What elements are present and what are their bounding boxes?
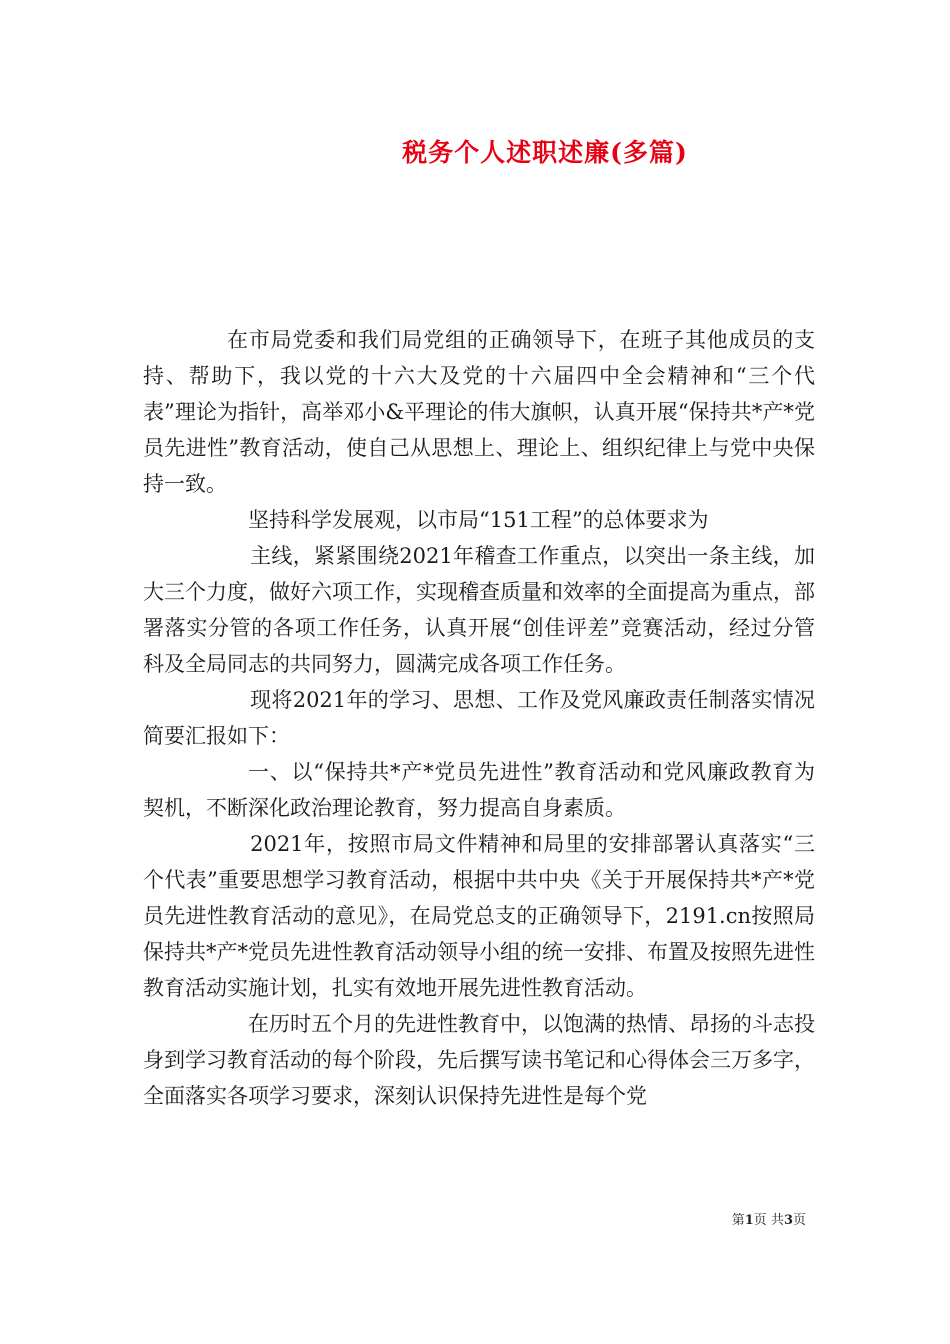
footer-prefix: 第	[731, 1213, 745, 1228]
paragraph: 主线，紧紧围绕2021年稽查工作重点，以突出一条主线，加大三个力度，做好六项工作，实现稽查质量和效率的全面提高为重点，部署落实分管的各项工作任务，认真开展“创佳评差”竞赛活动，经过分管科及全局同志的共同努力，圆满完成各项工作任务。	[143, 544, 815, 676]
page-number-footer	[732, 1209, 806, 1228]
paragraph: 现将2021年的学习、思想、工作及党风廉政责任制落实情况简要汇报如下：	[143, 688, 815, 748]
footer-middle: 页 共	[753, 1213, 784, 1228]
paragraph: 坚持科学发展观，以市局“151工程”的总体要求为	[248, 508, 709, 532]
current-page-number: 1	[744, 1213, 754, 1228]
paragraph: 在市局党委和我们局党组的正确领导下，在班子其他成员的支持、帮助下，我以党的十六大及党的十六届四中全会精神和“三个代表”理论为指针，高举邓小&平理论的伟大旗帜，认真开展“保持共*产*党员先进性”教育活动，使自己从思想上、理论上、组织纪律上与党中央保持一致。	[143, 328, 815, 496]
paragraph: 一、以“保持共*产*党员先进性”教育活动和党风廉政教育为契机，不断深化政治理论教育，努力提高自身素质。	[143, 760, 815, 820]
footer-suffix: 页	[792, 1213, 806, 1228]
document-title: 税务个人述职述廉(多篇)	[402, 138, 688, 167]
document-body	[143, 322, 815, 1114]
paragraph: 在历时五个月的先进性教育中，以饱满的热情、昂扬的斗志投身到学习教育活动的每个阶段，先后撰写读书笔记和心得体会三万多字，全面落实各项学习要求，深刻认识保持先进性是每个党	[143, 1012, 815, 1108]
paragraph: 2021年，按照市局文件精神和局里的安排部署认真落实“三个代表”重要思想学习教育活动，根据中共中央《关于开展保持共*产*党员先进性教育活动的意见》，在局党总支的正确领导下，2191.cn按照局保持共*产*党员先进性教育活动领导小组的统一安排、布置及按照先进性教育活动实施计划，扎实有效地开展先进性教育活动。	[143, 832, 815, 1000]
total-page-count: 3	[783, 1213, 793, 1228]
